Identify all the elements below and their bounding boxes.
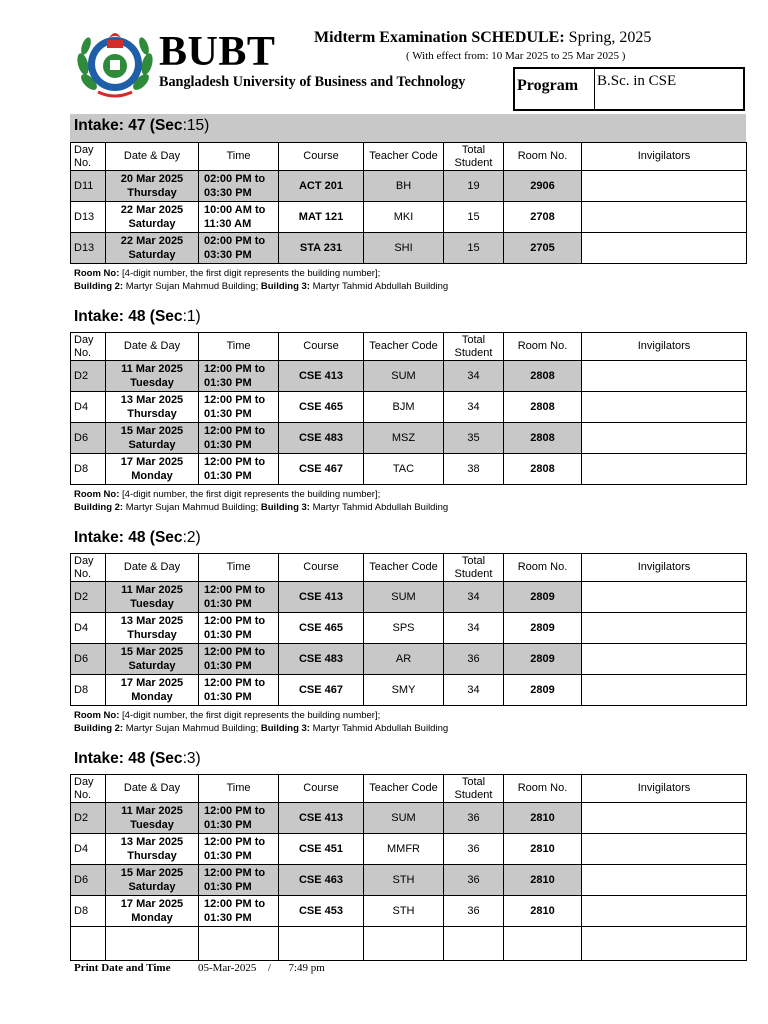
cell-total-student: 34 — [444, 613, 504, 644]
cell-weekday: Saturday — [128, 218, 176, 230]
cell-time — [199, 613, 279, 644]
building2-label: Building 2: — [74, 281, 124, 292]
cell-date-day — [106, 454, 199, 485]
cell-date: 15 Mar 2025 — [120, 867, 184, 879]
cell-course: CSE 451 — [279, 834, 364, 865]
cell-time-start: 02:00 PM to — [204, 173, 266, 185]
table-row — [71, 423, 747, 454]
cell-date: 11 Mar 2025 — [121, 363, 183, 375]
cell-teacher-code: SPS — [364, 613, 444, 644]
cell-teacher-code: SUM — [364, 803, 444, 834]
header-invigilators: Invigilators — [582, 554, 747, 582]
cell-weekday: Thursday — [127, 629, 177, 641]
cell-time — [199, 834, 279, 865]
cell-time-end: 01:30 PM — [204, 598, 252, 610]
building2-label: Building 2: — [74, 723, 124, 734]
cell-invigilators — [582, 834, 747, 865]
header-course: Course — [279, 143, 364, 171]
cell-time-end: 01:30 PM — [204, 691, 252, 703]
cell-teacher-code: BH — [364, 171, 444, 202]
room-note-line — [74, 709, 448, 722]
cell-date-day — [106, 233, 199, 264]
cell-date-day — [106, 675, 199, 706]
table-row — [71, 233, 747, 264]
cell-weekday: Thursday — [127, 408, 177, 420]
building-note-line — [74, 280, 448, 293]
cell-day-no: D6 — [71, 644, 106, 675]
header-room-no: Room No. — [504, 143, 582, 171]
cell-day-no: D2 — [71, 803, 106, 834]
cell-day-no: D4 — [71, 834, 106, 865]
cell-teacher-code: MMFR — [364, 834, 444, 865]
cell-room-no: 2808 — [504, 361, 582, 392]
header-total-student: Total Student — [444, 143, 504, 171]
cell-teacher-code: STH — [364, 865, 444, 896]
header-total-student: Total Student — [444, 554, 504, 582]
cell-course: CSE 453 — [279, 896, 364, 927]
cell-time-end: 01:30 PM — [204, 819, 252, 831]
header-teacher-code: Teacher Code — [364, 143, 444, 171]
header-date-day: Date & Day — [106, 554, 199, 582]
header-course: Course — [279, 333, 364, 361]
cell-course: ACT 201 — [279, 171, 364, 202]
intake-title — [70, 114, 746, 142]
cell-time-start: 10:00 AM to — [204, 204, 266, 216]
building3-text: Martyr Tahmid Abdullah Building — [309, 281, 449, 292]
cell-date-day — [106, 202, 199, 233]
cell-date: 13 Mar 2025 — [120, 615, 184, 627]
cell-room-no: 2809 — [504, 644, 582, 675]
cell-weekday: Tuesday — [130, 598, 174, 610]
cell-day-no: D13 — [71, 233, 106, 264]
cell-day-no: D13 — [71, 202, 106, 233]
print-separator: / — [267, 962, 271, 974]
cell-teacher-code: AR — [364, 644, 444, 675]
cell-day-no: D2 — [71, 582, 106, 613]
brand-name: BUBT — [159, 29, 276, 75]
table-row — [71, 454, 747, 485]
cell-course: CSE 413 — [279, 803, 364, 834]
cell-total-student: 34 — [444, 582, 504, 613]
cell-total-student: 36 — [444, 644, 504, 675]
cell-room-no: 2705 — [504, 233, 582, 264]
table-row — [71, 865, 747, 896]
schedule-table — [70, 553, 747, 706]
cell-day-no: D8 — [71, 675, 106, 706]
cell-time — [199, 171, 279, 202]
cell-teacher-code: MSZ — [364, 423, 444, 454]
cell-date: 13 Mar 2025 — [120, 394, 184, 406]
cell-date: 13 Mar 2025 — [120, 836, 184, 848]
header-teacher-code: Teacher Code — [364, 775, 444, 803]
header-invigilators: Invigilators — [582, 775, 747, 803]
cell-date: 15 Mar 2025 — [120, 646, 184, 658]
cell-total-student: 36 — [444, 865, 504, 896]
cell-time — [199, 392, 279, 423]
cell-time-end: 03:30 PM — [204, 249, 252, 261]
cell-date-day — [106, 613, 199, 644]
cell-weekday: Thursday — [127, 187, 177, 199]
header-day-no: Day No. — [71, 554, 106, 582]
cell-date: 11 Mar 2025 — [121, 805, 183, 817]
cell-room-no: 2708 — [504, 202, 582, 233]
building2-text: Martyr Sujan Mahmud Building; — [123, 723, 261, 734]
header-day-no: Day No. — [71, 333, 106, 361]
cell-room-no: 2808 — [504, 423, 582, 454]
cell-date: 17 Mar 2025 — [120, 898, 184, 910]
room-note-text: [4-digit number, the first digit represents the building number]; — [119, 710, 381, 721]
empty-cell — [504, 927, 582, 961]
schedule-table — [70, 332, 747, 485]
header-teacher-code: Teacher Code — [364, 554, 444, 582]
program-box — [513, 67, 745, 111]
table-row — [71, 171, 747, 202]
cell-time-end: 01:30 PM — [204, 377, 252, 389]
building3-label: Building 3: — [260, 281, 310, 292]
table-row — [71, 644, 747, 675]
cell-room-no: 2809 — [504, 613, 582, 644]
table-row — [71, 613, 747, 644]
cell-invigilators — [582, 582, 747, 613]
header-day-no: Day No. — [71, 775, 106, 803]
university-logo — [74, 24, 156, 100]
cell-teacher-code: SUM — [364, 582, 444, 613]
cell-total-student: 19 — [444, 171, 504, 202]
room-note-label: Room No: — [74, 710, 120, 721]
header-room-no: Room No. — [504, 554, 582, 582]
cell-invigilators — [582, 613, 747, 644]
cell-time — [199, 233, 279, 264]
cell-course: CSE 467 — [279, 675, 364, 706]
cell-date-day — [106, 423, 199, 454]
header-time: Time — [199, 333, 279, 361]
cell-date: 17 Mar 2025 — [120, 677, 184, 689]
building-note-line — [74, 722, 448, 735]
university-name: Bangladesh University of Business and Technology — [159, 74, 466, 90]
cell-teacher-code: SUM — [364, 361, 444, 392]
room-note — [74, 267, 448, 293]
cell-invigilators — [582, 454, 747, 485]
room-note-text: [4-digit number, the first digit represents the building number]; — [119, 268, 381, 279]
cell-date-day — [106, 582, 199, 613]
intake-section: :15) — [182, 117, 210, 134]
cell-time-end: 01:30 PM — [204, 408, 252, 420]
cell-time-start: 12:00 PM to — [204, 456, 266, 468]
header-invigilators: Invigilators — [582, 333, 747, 361]
schedule-title — [314, 29, 651, 47]
cell-invigilators — [582, 644, 747, 675]
cell-time-end: 11:30 AM — [204, 218, 252, 230]
cell-time — [199, 803, 279, 834]
cell-room-no: 2810 — [504, 834, 582, 865]
intake-label: Intake: 48 (Sec — [74, 308, 183, 325]
cell-total-student: 36 — [444, 896, 504, 927]
cell-course: CSE 465 — [279, 392, 364, 423]
cell-invigilators — [582, 896, 747, 927]
cell-room-no: 2809 — [504, 675, 582, 706]
cell-course: CSE 463 — [279, 865, 364, 896]
cell-course: CSE 413 — [279, 582, 364, 613]
cell-time-end: 01:30 PM — [204, 881, 252, 893]
empty-cell — [106, 927, 199, 961]
cell-time — [199, 202, 279, 233]
cell-course: CSE 413 — [279, 361, 364, 392]
intake-section: :1) — [182, 308, 201, 325]
cell-room-no: 2810 — [504, 865, 582, 896]
cell-time-start: 02:00 PM to — [204, 235, 266, 247]
cell-date-day — [106, 865, 199, 896]
cell-day-no: D8 — [71, 896, 106, 927]
cell-total-student: 34 — [444, 361, 504, 392]
cell-time — [199, 361, 279, 392]
table-row — [71, 392, 747, 423]
cell-time-start: 12:00 PM to — [204, 867, 266, 879]
header-date-day: Date & Day — [106, 333, 199, 361]
intake-title — [70, 305, 201, 333]
cell-weekday: Saturday — [128, 660, 176, 672]
cell-day-no: D2 — [71, 361, 106, 392]
header-time: Time — [199, 143, 279, 171]
cell-time-start: 12:00 PM to — [204, 615, 266, 627]
cell-day-no: D4 — [71, 392, 106, 423]
cell-date-day — [106, 171, 199, 202]
room-note-label: Room No: — [74, 489, 120, 500]
cell-time — [199, 896, 279, 927]
cell-total-student: 35 — [444, 423, 504, 454]
cell-weekday: Tuesday — [130, 377, 174, 389]
cell-time-start: 12:00 PM to — [204, 363, 266, 375]
cell-date: 22 Mar 2025 — [120, 235, 184, 247]
cell-invigilators — [582, 361, 747, 392]
cell-room-no: 2810 — [504, 803, 582, 834]
cell-room-no: 2906 — [504, 171, 582, 202]
cell-time-end: 01:30 PM — [204, 439, 252, 451]
cell-time-end: 01:30 PM — [204, 660, 252, 672]
empty-cell — [444, 927, 504, 961]
intake-title — [70, 526, 201, 554]
table-row — [71, 896, 747, 927]
cell-time — [199, 644, 279, 675]
header-course: Course — [279, 775, 364, 803]
intake-label: Intake: 48 (Sec — [74, 750, 183, 767]
header-date-day: Date & Day — [106, 775, 199, 803]
intake-label: Intake: 47 (Sec — [74, 117, 183, 134]
cell-time-start: 12:00 PM to — [204, 836, 266, 848]
room-note — [74, 709, 448, 735]
empty-cell — [364, 927, 444, 961]
cell-teacher-code: TAC — [364, 454, 444, 485]
cell-teacher-code: SMY — [364, 675, 444, 706]
print-date: 05-Mar-2025 — [197, 962, 257, 974]
cell-invigilators — [582, 202, 747, 233]
room-note-text: [4-digit number, the first digit represents the building number]; — [119, 489, 381, 500]
schedule-title-main: Midterm Examination SCHEDULE: — [314, 29, 565, 46]
cell-weekday: Saturday — [128, 249, 176, 261]
cell-weekday: Saturday — [128, 439, 176, 451]
schedule-term: Spring, 2025 — [564, 29, 652, 46]
print-info — [74, 962, 325, 974]
building3-text: Martyr Tahmid Abdullah Building — [309, 502, 449, 513]
cell-date-day — [106, 803, 199, 834]
cell-time-start: 12:00 PM to — [204, 677, 266, 689]
cell-weekday: Monday — [131, 691, 173, 703]
table-row — [71, 361, 747, 392]
cell-date: 20 Mar 2025 — [120, 173, 184, 185]
cell-date: 17 Mar 2025 — [120, 456, 184, 468]
cell-time-start: 12:00 PM to — [204, 898, 266, 910]
cell-time-start: 12:00 PM to — [204, 394, 266, 406]
cell-time-end: 03:30 PM — [204, 187, 252, 199]
cell-room-no: 2808 — [504, 392, 582, 423]
building2-text: Martyr Sujan Mahmud Building; — [123, 502, 261, 513]
building3-label: Building 3: — [260, 502, 310, 513]
schedule-table — [70, 142, 747, 264]
cell-course: CSE 483 — [279, 423, 364, 454]
cell-total-student: 36 — [444, 803, 504, 834]
cell-total-student: 15 — [444, 233, 504, 264]
table-row — [71, 834, 747, 865]
intake-section: :3) — [182, 750, 201, 767]
cell-date: 22 Mar 2025 — [120, 204, 184, 216]
cell-course: MAT 121 — [279, 202, 364, 233]
cell-weekday: Thursday — [127, 850, 177, 862]
building3-text: Martyr Tahmid Abdullah Building — [309, 723, 449, 734]
intake-section: :2) — [182, 529, 201, 546]
cell-date-day — [106, 361, 199, 392]
cell-time — [199, 865, 279, 896]
cell-invigilators — [582, 392, 747, 423]
building2-text: Martyr Sujan Mahmud Building; — [123, 281, 261, 292]
schedule-table — [70, 774, 747, 961]
print-time: 7:49 pm — [288, 962, 325, 974]
program-value: B.Sc. in CSE — [597, 73, 677, 89]
table-row — [71, 803, 747, 834]
header-total-student: Total Student — [444, 775, 504, 803]
cell-invigilators — [582, 171, 747, 202]
cell-weekday: Monday — [131, 912, 173, 924]
cell-invigilators — [582, 423, 747, 454]
cell-total-student: 34 — [444, 392, 504, 423]
cell-course: STA 231 — [279, 233, 364, 264]
cell-time-end: 01:30 PM — [204, 629, 252, 641]
cell-time-end: 01:30 PM — [204, 850, 252, 862]
intake-label: Intake: 48 (Sec — [74, 529, 183, 546]
cell-time — [199, 675, 279, 706]
cell-day-no: D6 — [71, 865, 106, 896]
cell-weekday: Monday — [131, 470, 173, 482]
cell-time-start: 12:00 PM to — [204, 805, 266, 817]
cell-teacher-code: BJM — [364, 392, 444, 423]
header-course: Course — [279, 554, 364, 582]
cell-total-student: 36 — [444, 834, 504, 865]
header-time: Time — [199, 554, 279, 582]
header-room-no: Room No. — [504, 333, 582, 361]
cell-course: CSE 467 — [279, 454, 364, 485]
cell-date-day — [106, 392, 199, 423]
cell-time-end: 01:30 PM — [204, 912, 252, 924]
empty-cell — [71, 927, 106, 961]
room-note-line — [74, 267, 448, 280]
cell-date-day — [106, 896, 199, 927]
print-label: Print Date and Time — [74, 962, 171, 974]
table-header-row — [71, 143, 747, 171]
cell-date-day — [106, 834, 199, 865]
program-label: Program — [515, 69, 595, 109]
cell-total-student: 38 — [444, 454, 504, 485]
empty-row — [71, 927, 747, 961]
cell-day-no: D4 — [71, 613, 106, 644]
header-room-no: Room No. — [504, 775, 582, 803]
cell-teacher-code: SHI — [364, 233, 444, 264]
cell-weekday: Tuesday — [130, 819, 174, 831]
cell-room-no: 2810 — [504, 896, 582, 927]
room-note — [74, 488, 448, 514]
cell-time-end: 01:30 PM — [204, 470, 252, 482]
table-row — [71, 202, 747, 233]
cell-weekday: Saturday — [128, 881, 176, 893]
empty-cell — [279, 927, 364, 961]
cell-date-day — [106, 644, 199, 675]
cell-teacher-code: MKI — [364, 202, 444, 233]
cell-room-no: 2809 — [504, 582, 582, 613]
cell-invigilators — [582, 675, 747, 706]
cell-total-student: 15 — [444, 202, 504, 233]
cell-room-no: 2808 — [504, 454, 582, 485]
cell-teacher-code: STH — [364, 896, 444, 927]
effect-dates: ( With effect from: 10 Mar 2025 to 25 Mar 2025 ) — [406, 50, 626, 62]
room-note-line — [74, 488, 448, 501]
header-total-student: Total Student — [444, 333, 504, 361]
cell-time — [199, 423, 279, 454]
cell-time-start: 12:00 PM to — [204, 584, 266, 596]
table-header-row — [71, 333, 747, 361]
header-day-no: Day No. — [71, 143, 106, 171]
cell-total-student: 34 — [444, 675, 504, 706]
building-note-line — [74, 501, 448, 514]
cell-time-start: 12:00 PM to — [204, 646, 266, 658]
cell-course: CSE 483 — [279, 644, 364, 675]
empty-cell — [582, 927, 747, 961]
header-teacher-code: Teacher Code — [364, 333, 444, 361]
table-header-row — [71, 554, 747, 582]
cell-day-no: D6 — [71, 423, 106, 454]
empty-cell — [199, 927, 279, 961]
intake-title — [70, 747, 201, 775]
header-invigilators: Invigilators — [582, 143, 747, 171]
cell-day-no: D11 — [71, 171, 106, 202]
cell-invigilators — [582, 803, 747, 834]
cell-time — [199, 454, 279, 485]
table-row — [71, 582, 747, 613]
building3-label: Building 3: — [260, 723, 310, 734]
cell-invigilators — [582, 233, 747, 264]
table-row — [71, 675, 747, 706]
room-note-label: Room No: — [74, 268, 120, 279]
cell-time-start: 12:00 PM to — [204, 425, 266, 437]
cell-course: CSE 465 — [279, 613, 364, 644]
table-header-row — [71, 775, 747, 803]
cell-date: 15 Mar 2025 — [120, 425, 184, 437]
cell-date: 11 Mar 2025 — [121, 584, 183, 596]
cell-invigilators — [582, 865, 747, 896]
header-time: Time — [199, 775, 279, 803]
cell-time — [199, 582, 279, 613]
header-date-day: Date & Day — [106, 143, 199, 171]
cell-day-no: D8 — [71, 454, 106, 485]
building2-label: Building 2: — [74, 502, 124, 513]
